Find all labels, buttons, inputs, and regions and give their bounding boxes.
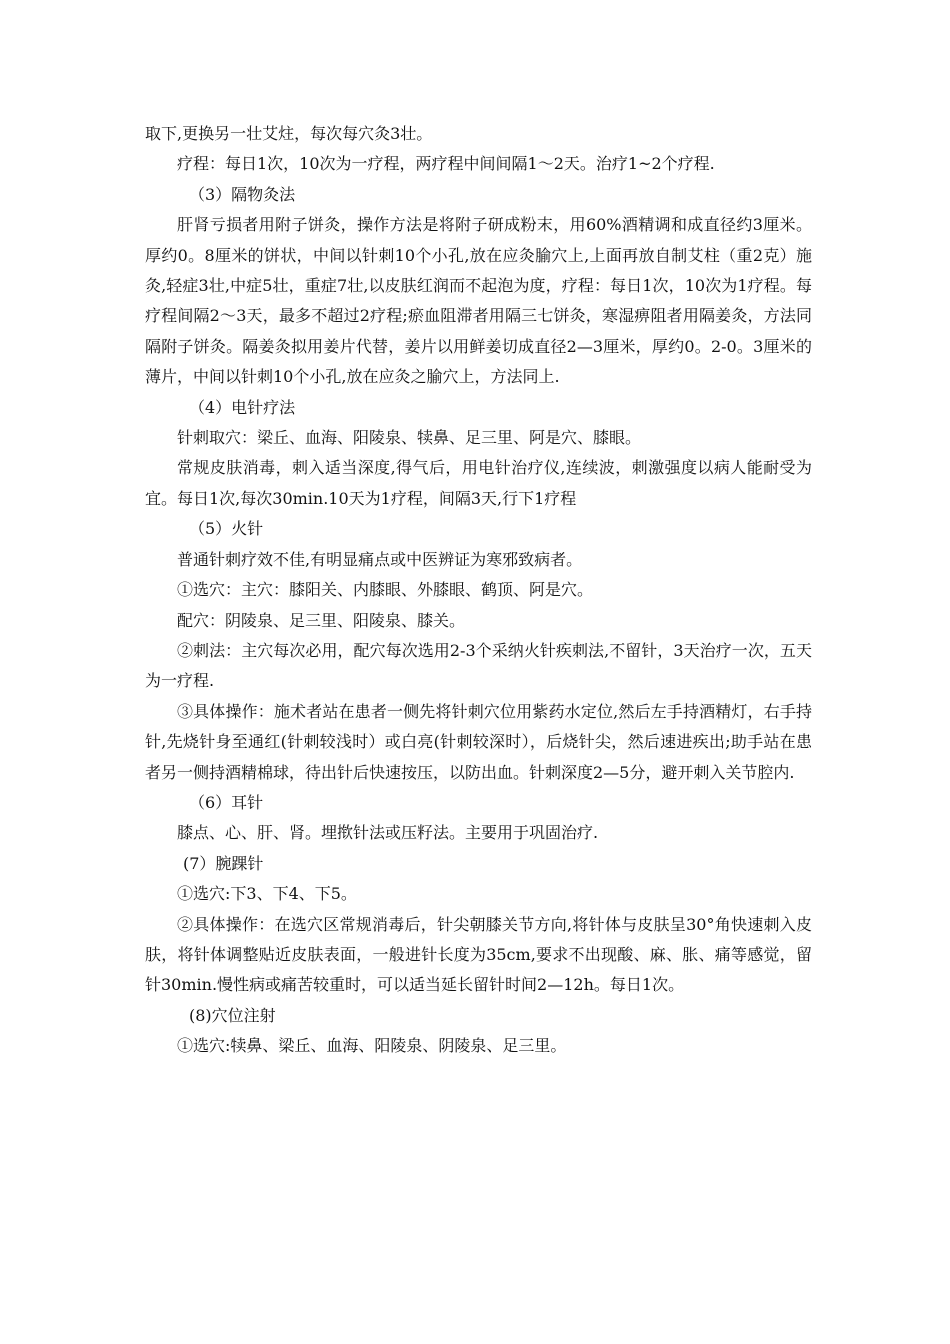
paragraph-needling-method: ②刺法：主穴每次必用，配穴每次选用2-3个采纳火针疾刺法,不留针，3天治疗一次，五天为一疗程. — [145, 640, 812, 691]
section-heading-4: （4）电针疗法 — [189, 397, 296, 417]
paragraph-acupoints: 针刺取穴：梁丘、血海、阳陵泉、犊鼻、足三里、阿是穴、膝眼。 — [177, 428, 642, 448]
section-heading-3: （3）隔物灸法 — [189, 184, 296, 204]
paragraph-course: 疗程：每日1次，10次为一疗程，两疗程中间间隔1～2天。治疗1~2个疗程. — [177, 154, 715, 174]
paragraph-secondary-points: 配穴：阴陵泉、足三里、阳陵泉、膝关。 — [177, 610, 466, 630]
paragraph-wrist-ankle-operation: ②具体操作：在选穴区常规消毒后，针尖朝膝关节方向,将针体与皮肤呈30°角快速刺入皮肤，将针体调整贴近皮肤表面，一般进针长度为35cm,要求不出现酸、麻、胀、痛等感觉，留针30min.慢性病或痛苦较重时，可以适当延长留针时间2—12h。每日1次。 — [145, 914, 812, 995]
paragraph-moxibustion: 肝肾亏损者用附子饼灸，操作方法是将附子研成粉末，用60%酒精调和成直径约3厘米。厚约0。8厘米的饼状，中间以针刺10个小孔,放在应灸腧穴上,上面再放自制艾柱（重2克）施灸,轻症3壮,中症5壮，重症7壮,以皮肤红润而不起泡为度，疗程：每日1次，10次为1疗程。每疗程间隔2～3天，最多不超过2疗程;瘀血阻滞者用隔三七饼灸，寒湿痹阻者用隔姜灸，方法同隔附子饼灸。隔姜灸拟用姜片代替，姜片以用鲜姜切成直径2—3厘米，厚约0。2-0。3厘米的薄片，中间以针刺10个小孔,放在应灸之腧穴上，方法同上. — [145, 215, 812, 387]
paragraph-ear-needle: 膝点、心、肝、肾。埋揿针法或压籽法。主要用于巩固治疗. — [177, 823, 599, 843]
paragraph-electro: 常规皮肤消毒，刺入适当深度,得气后，用电针治疗仪,连续波，刺激强度以病人能耐受为宜。每日1次,每次30min.10天为1疗程，间隔3天,行下1疗程 — [145, 458, 812, 508]
document-page — [145, 119, 812, 1062]
paragraph-continuation: 取下,更换另一壮艾炷，每次每穴灸3壮。 — [145, 124, 433, 143]
paragraph-injection-points: ①选穴:犊鼻、梁丘、血海、阳陵泉、阴陵泉、足三里。 — [177, 1036, 567, 1056]
paragraph-wrist-ankle-points: ①选穴:下3、下4、下5。 — [177, 884, 357, 904]
paragraph-operation: ③具体操作：施术者站在患者一侧先将针刺穴位用紫药水定位,然后左手持酒精灯，右手持针,先烧针身至通红(针刺较浅时）或白亮(针刺较深时），后烧针尖，然后速进疾出;助手站在患者另一侧持酒精棉球，待出针后快速按压，以防出血。针刺深度2—5分，避开刺入关节腔内. — [145, 701, 812, 782]
paragraph-fire-needle-intro: 普通针刺疗效不佳,有明显痛点或中医辨证为寒邪致病者。 — [177, 549, 583, 569]
section-heading-6: （6）耳针 — [189, 792, 264, 812]
section-heading-7: (7）腕踝针 — [183, 853, 264, 873]
paragraph-main-points: ①选穴：主穴：膝阳关、内膝眼、外膝眼、鹤顶、阿是穴。 — [177, 580, 594, 600]
section-heading-8: (8)穴位注射 — [189, 1005, 276, 1025]
section-heading-5: （5）火针 — [189, 519, 264, 539]
